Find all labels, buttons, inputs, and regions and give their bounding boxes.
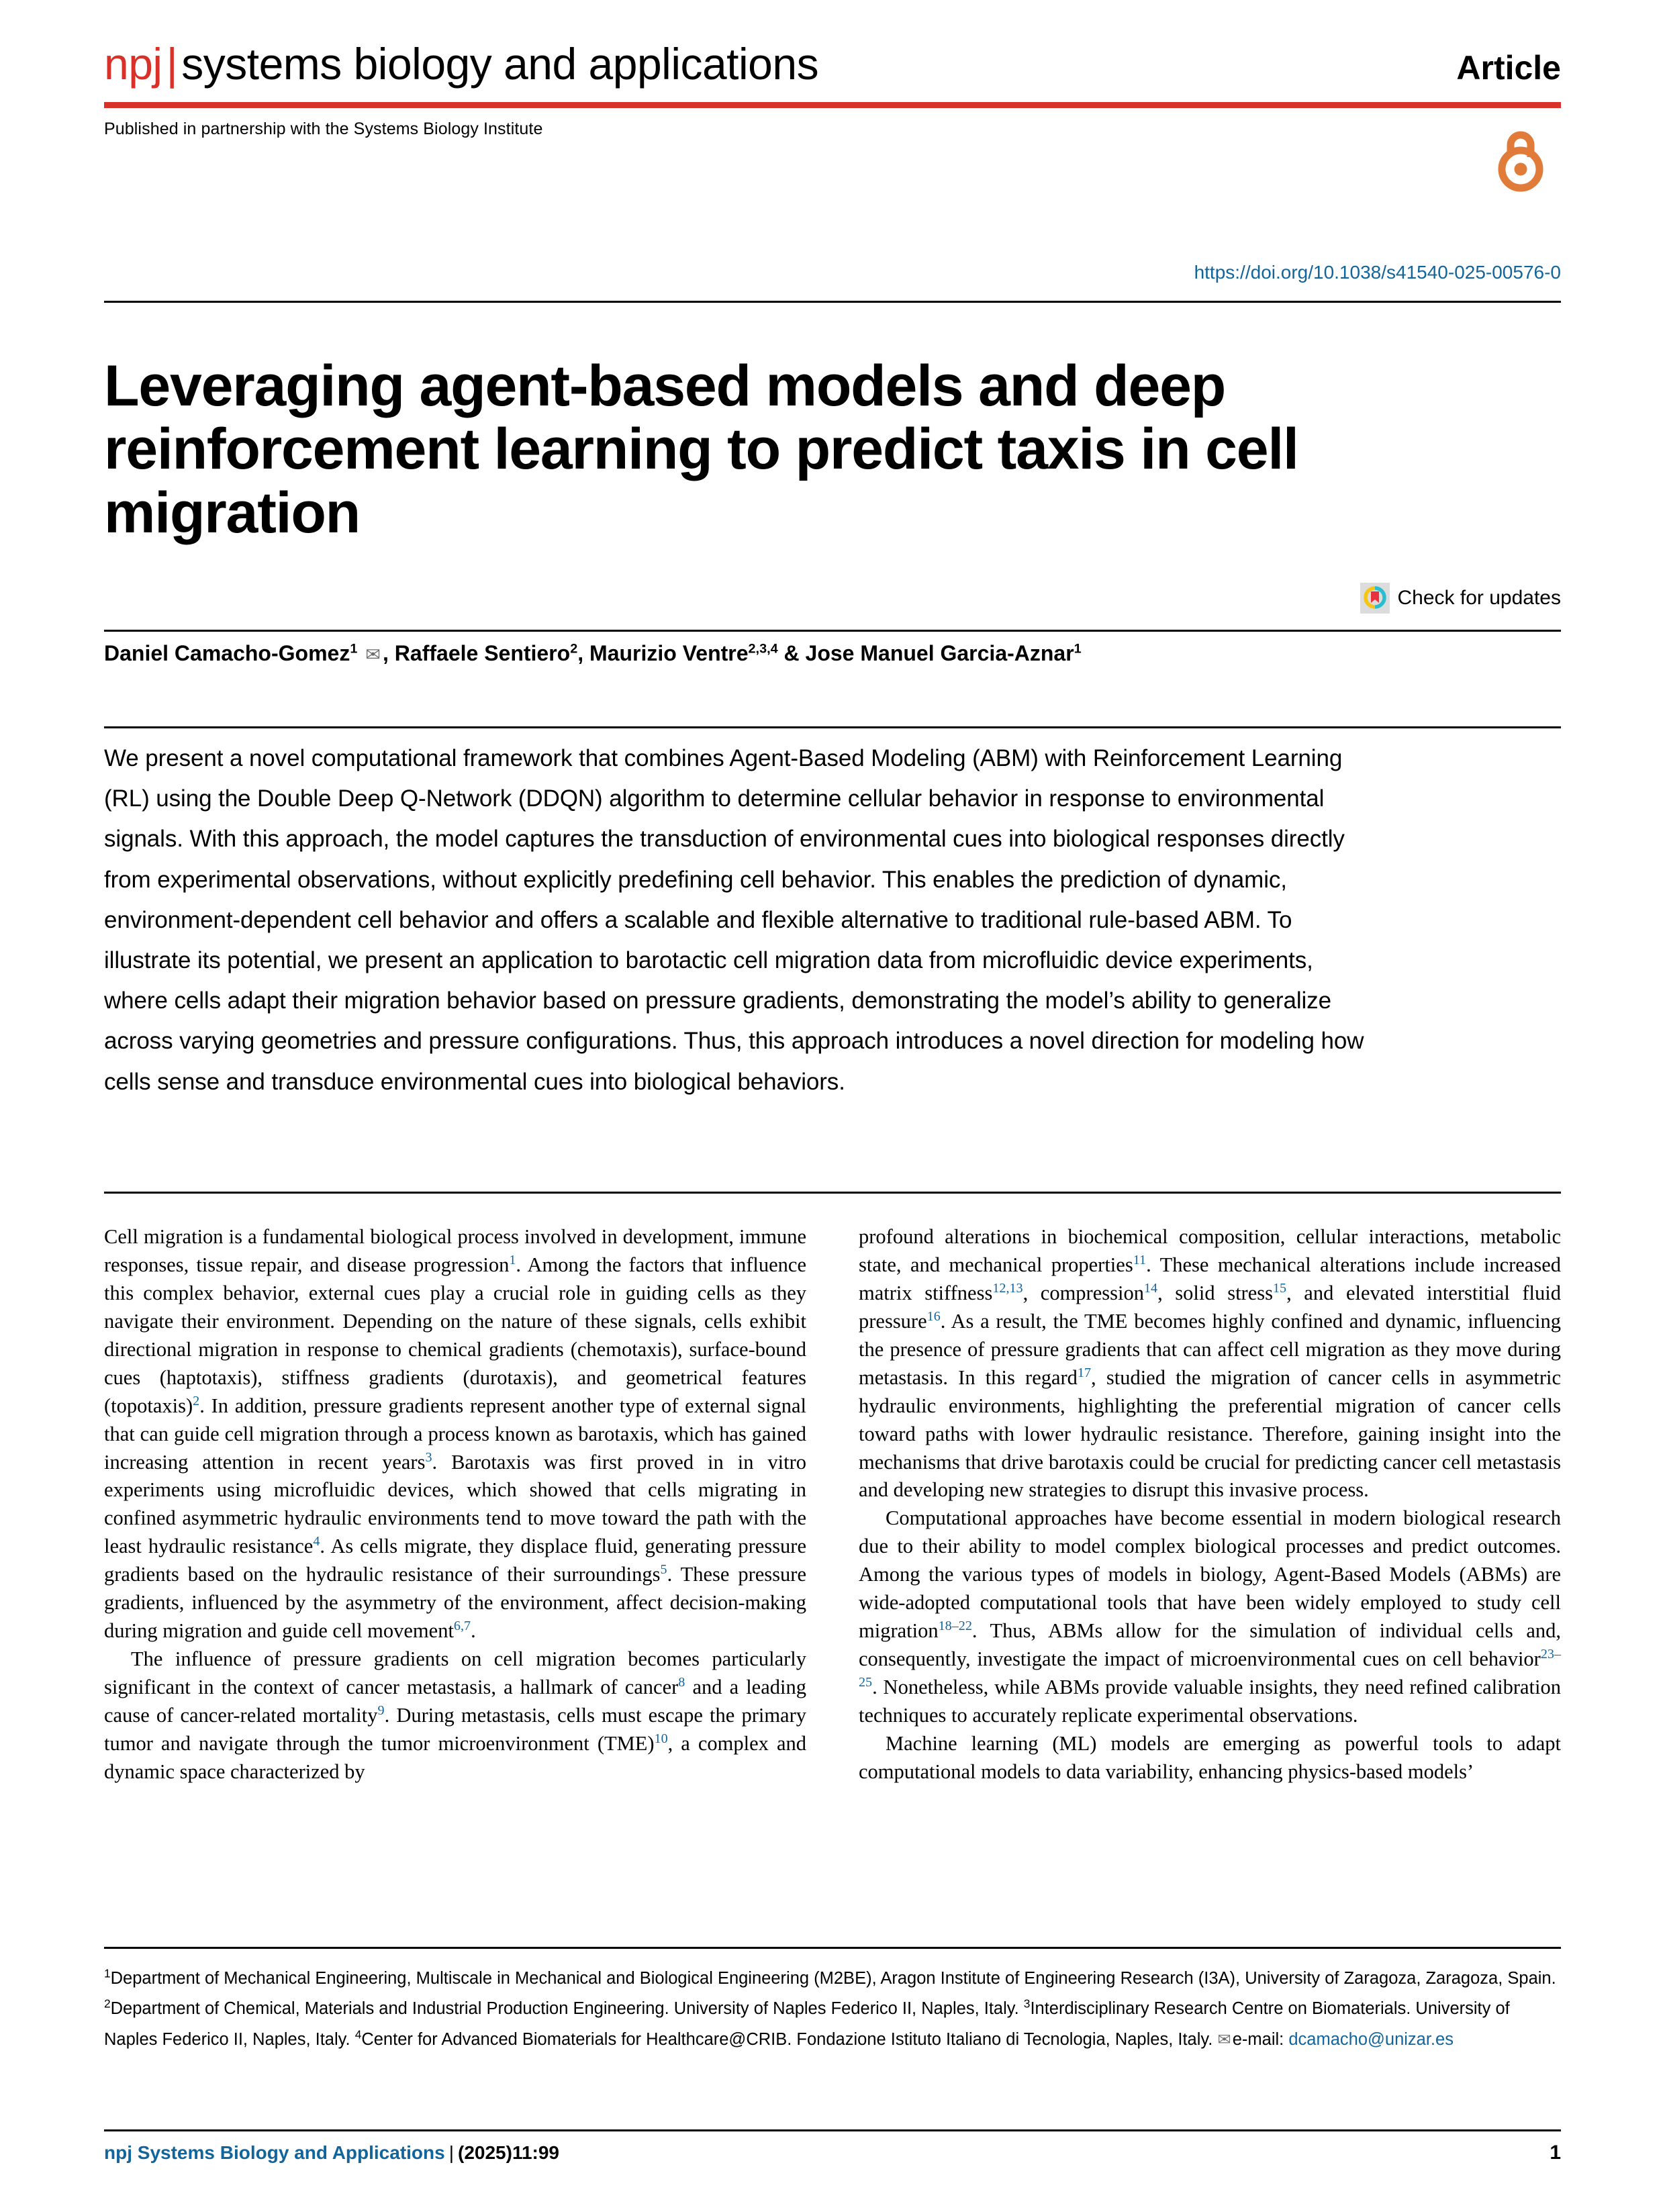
check-for-updates-label: Check for updates <box>1397 587 1561 609</box>
footer-page-number: 1 <box>1550 2142 1561 2164</box>
journal-logo-npj: npj <box>104 39 162 89</box>
title-top-rule <box>104 301 1561 303</box>
footer-citation <box>104 2142 559 2164</box>
page-footer <box>104 2142 1561 2164</box>
footer-volume-issue: (2025)11:99 <box>458 2142 560 2163</box>
open-access-icon <box>1496 128 1545 195</box>
footer-journal-name[interactable]: npj Systems Biology and Applications <box>104 2142 445 2163</box>
masthead-red-rule <box>104 102 1561 108</box>
partnership-statement: Published in partnership with the Systems Biology Institute <box>104 119 543 138</box>
authors-top-rule <box>104 630 1561 632</box>
journal-logo <box>104 39 819 89</box>
check-for-updates[interactable] <box>1360 583 1561 614</box>
abstract-top-rule <box>104 726 1561 728</box>
body-columns <box>104 1223 1561 1786</box>
article-title: Leveraging agent-based models and deep reinforcement learning to predict taxis in cell migration <box>104 353 1298 545</box>
article-type-label: Article <box>1456 49 1561 87</box>
body-column-right: profound alterations in biochemical composition, cellular interactions, metabolic state, and mechanical properties$^{11}$. These mechanical alterations include increased matrix stiffness$^{12,13}$, compression$^{14}$, solid stress$^{15}$, and elevated interstitial fluid pressure$^{16}$. As a result, the TME becomes highly confined and dynamic, influencing the presence of pressure gradients that can affect cell migration as they move during metastasis. In this regard$^{17}$, studied the migration of cancer cells in asymmetric hydraulic environments, highlighting the preferential migration of cancer cells toward paths with lower hydraulic resistance. Therefore, gaining insight into the mechanisms that drive barotaxis could be crucial for predicting cancer cell metastasis and developing new strategies to disrupt this invasive process. Computational approaches have become essential in modern biological research due to their ability to model complex biological processes and predict outcomes. Among the various types of models in biology, Agent-Based Models (ABMs) are wide-adopted computational tools that have been widely employed to study cell migration$^{18-22}$. Thus, ABMs allow for the simulation of individual cells and, consequently, investigate the impact of microenvironmental cues on cell behavior$^{23-25}$. Nonetheless, while ABMs provide valuable insights, they need refined calibration techniques to accurately replicate experimental observations. Machine learning (ML) models are emerging as powerful tools to adapt computational models to data variability, enhancing physics-based models’ <box>859 1225 1561 1783</box>
authors-line: Daniel Camacho-Gomez$^1$ ✉, Raffaele Sentiero$^2$, Maurizio Ventre$^{2,3,4}$ & Jose Manuel Garcia-Aznar$^1$ <box>104 641 1082 665</box>
journal-logo-name: systems biology and applications <box>181 39 819 89</box>
affiliations-top-rule <box>104 1947 1561 1949</box>
doi-link[interactable]: https://doi.org/10.1038/s41540-025-00576-0 <box>1194 262 1561 283</box>
body-column-left: Cell migration is a fundamental biological process involved in development, immune responses, tissue repair, and disease progression$^1$. Among the factors that influence this complex behavior, external cues play a crucial role in guiding cells as they navigate their environment. Depending on the nature of these signals, cells exhibit directional migration in response to chemical gradients (chemotaxis), surface-bound cues (haptotaxis), stiffness gradients (durotaxis), and geometrical features (topotaxis)$^2$. In addition, pressure gradients represent another type of external signal that can guide cell migration through a process known as barotaxis, which has gained increasing attention in recent years$^3$. Barotaxis was first proved in in vitro experiments using microfluidic devices, which showed that cells migrating in confined asymmetric hydraulic environments tend to move toward the path with the least hydraulic resistance$^4$. As cells migrate, they displace fluid, generating pressure gradients based on the hydraulic resistance of their surroundings$^5$. These pressure gradients, influenced by the asymmetry of the environment, affect decision-making during migration and guide cell movement$^{6,7}$. The influence of pressure gradients on cell migration becomes particularly significant in the context of cancer metastasis, a hallmark of cancer$^8$ and a leading cause of cancer-related mortality$^9$. During metastasis, cells must escape the primary tumor and navigate through the tumor microenvironment (TME)$^{10}$, a complex and dynamic space characterized by <box>104 1225 806 1783</box>
masthead <box>104 39 1561 89</box>
abstract-text: We present a novel computational framework that combines Agent-Based Modeling (ABM) with Reinforcement Learning (RL) using the Double Deep Q-Network (DDQN) algorithm to determine cellular behavior in response to environmental signals. With this approach, the model captures the transduction of environmental cues into biological responses directly from experimental observations, without explicitly predefining cell behavior. This enables the prediction of dynamic, environment-dependent cell behavior and offers a scalable and flexible alternative to traditional rule-based ABM. To illustrate its potential, we present an application to barotactic cell migration data from microfluidic device experiments, where cells adapt their migration behavior based on pressure gradients, demonstrating the model’s ability to generalize across varying geometries and pressure configurations. Thus, this approach introduces a novel direction for modeling how cells sense and transduce environmental cues into biological behaviors. <box>104 745 1364 1095</box>
affiliations-block: $^1$Department of Mechanical Engineering, Multiscale in Mechanical and Biological Engineering (M2BE), Aragon Institute of Engineering Research (I3A), University of Zaragoza, Zaragoza, Spain. $^2$Department of Chemical, Materials and Industrial Production Engineering. University of Naples Federico II, Naples, Italy. $^3$Interdisciplinary Research Centre on Biomaterials. University of Naples Federico II, Naples, Italy. $^4$Center for Advanced Biomaterials for Healthcare@CRIB. Fondazione Istituto Italiano di Tecnologia, Naples, Italy. ✉e-mail: dcamacho@unizar.es <box>104 1966 1556 2049</box>
abstract-bottom-rule <box>104 1192 1561 1194</box>
footer-top-rule <box>104 2129 1561 2131</box>
footer-separator: | <box>448 2142 454 2163</box>
crossmark-icon <box>1360 583 1390 614</box>
masthead-row <box>104 39 1561 89</box>
journal-logo-separator: | <box>166 39 178 89</box>
